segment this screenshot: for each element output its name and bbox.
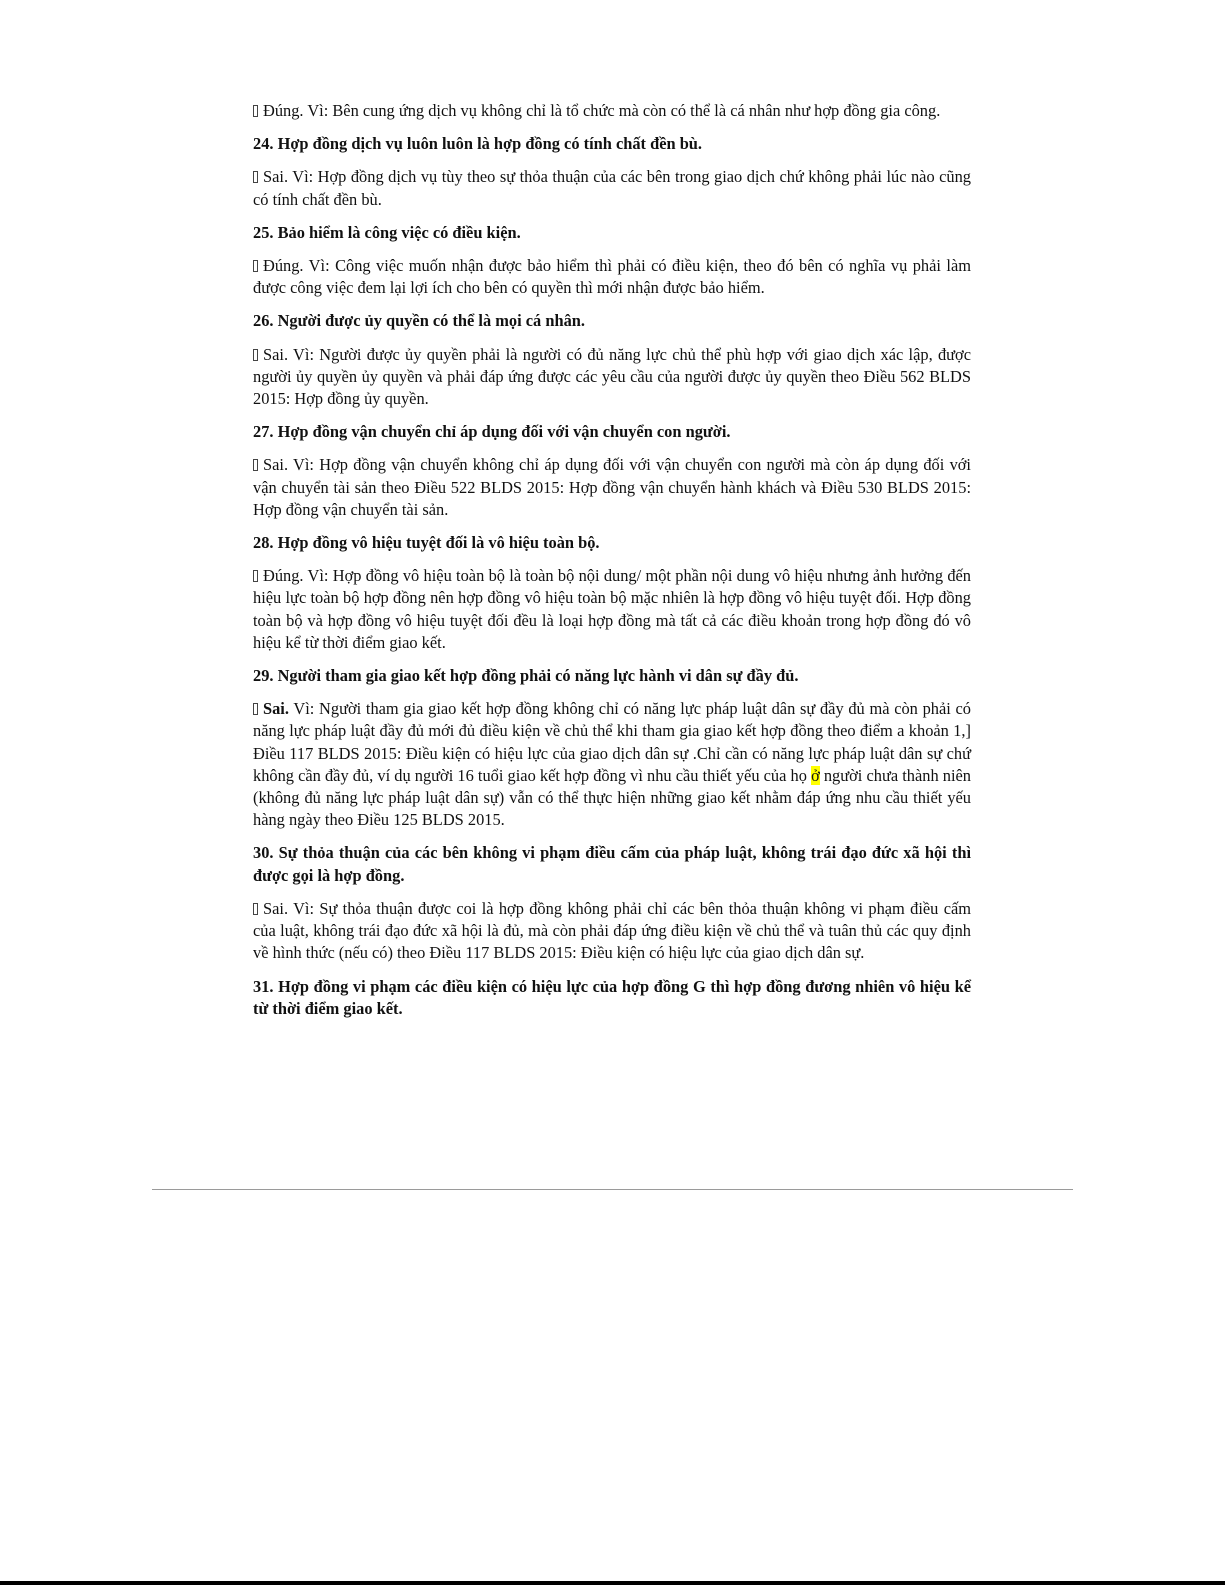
bullet-icon	[253, 570, 258, 582]
answer-26	[253, 344, 971, 411]
page-divider	[152, 1189, 1073, 1190]
highlighted-word: ở	[811, 765, 820, 785]
page-bottom-edge	[0, 1581, 1225, 1585]
answer-verdict: Sai.	[263, 699, 289, 719]
document-page	[253, 100, 971, 1031]
answer-verdict: Sai.	[263, 898, 289, 918]
question-29: 29. Người tham gia giao kết hợp đồng phải có năng lực hành vi dân sự đầy đủ.	[253, 666, 799, 686]
bullet-icon	[253, 903, 258, 915]
answer-text: Vì: Người tham gia giao kết hợp đồng không chỉ có năng lực pháp luật dân sự đầy đủ mà còn phải có năng lực pháp luật đầy đủ mới đủ điều kiện về chủ thể khi tham gia giao kết hợp đồng theo điểm a khoản 1,] Điều 117 BLDS 2015: Điều kiện có hiệu lực của giao dịch dân sự .Chỉ cần có năng lực pháp luật dân sự chứ không cần đầy đủ, ví dụ người 16 tuổi giao kết hợp đồng vì nhu cầu thiết yếu của họ	[253, 699, 971, 785]
answer-28	[253, 565, 971, 654]
answer-verdict: Sai.	[263, 455, 289, 475]
bullet-icon	[253, 171, 258, 183]
answer-29	[253, 698, 971, 831]
question-28: 28. Hợp đồng vô hiệu tuyệt đối là vô hiệu toàn bộ.	[253, 533, 600, 553]
answer-text: Vì: Người được ủy quyền phải là người có đủ năng lực chủ thể phù hợp với giao dịch xác lập, được người ủy quyền ủy quyền và phải đáp ứng được các yêu cầu của người được ủy quyền theo Điều 562 BLDS 2015: Hợp đồng ủy quyền.	[253, 344, 971, 409]
answer-verdict: Đúng.	[263, 101, 304, 120]
bullet-icon	[253, 349, 258, 361]
answer-text: Vì: Công việc muốn nhận được bảo hiểm thì phải có điều kiện, theo đó bên có nghĩa vụ phải làm được công việc đem lại lợi ích cho bên có quyền thì mới nhận được bảo hiểm.	[253, 256, 971, 298]
answer-text: Vì: Hợp đồng dịch vụ tùy theo sự thỏa thuận của các bên trong giao dịch chứ không phải lúc nào cũng có tính chất đền bù.	[253, 167, 971, 209]
answer-25	[253, 255, 971, 299]
question-25: 25. Bảo hiểm là công việc có điều kiện.	[253, 222, 521, 242]
question-26: 26. Người được ủy quyền có thể là mọi cá nhân.	[253, 311, 585, 331]
answer-23	[253, 100, 971, 122]
answer-text-continued: người chưa thành niên (không đủ năng lực pháp luật dân sự) vẫn có thể thực hiện những giao kết nhằm đáp ứng nhu cầu thiết yếu hàng ngày theo Điều 125 BLDS 2015.	[253, 765, 972, 830]
question-30: 30. Sự thỏa thuận của các bên không vi phạm điều cấm của pháp luật, không trái đạo đức xã hội thì được gọi là hợp đồng.	[253, 843, 971, 885]
answer-text: Vì: Sự thỏa thuận được coi là hợp đồng không phải chỉ các bên thỏa thuận không vi phạm điều cấm của luật, không trái đạo đức xã hội là đủ, mà còn phải đáp ứng điều kiện về chủ thể và tuân thủ các quy định về hình thức (nếu có) theo Điều 117 BLDS 2015: Điều kiện có hiệu lực của giao dịch dân sự.	[253, 898, 971, 963]
answer-30	[253, 898, 971, 965]
answer-verdict: Sai.	[263, 167, 289, 187]
question-31: 31. Hợp đồng vi phạm các điều kiện có hiệu lực của hợp đồng G thì hợp đồng đương nhiên vô hiệu kể từ thời điểm giao kết.	[253, 976, 971, 1018]
bullet-icon	[253, 703, 258, 715]
answer-text: Vì: Hợp đồng vô hiệu toàn bộ là toàn bộ nội dung/ một phần nội dung vô hiệu nhưng ảnh hưởng đến hiệu lực toàn bộ hợp đồng nên hợp đồng vô hiệu toàn bộ mặc nhiên là hợp đồng vô hiệu tuyệt đối. Hợp đồng toàn bộ và hợp đồng vô hiệu tuyệt đối đều là loại hợp đồng mà tất cả các điều khoản trong hợp đồng đó vô hiệu kể từ thời điểm giao kết.	[253, 566, 971, 652]
answer-verdict: Đúng.	[263, 256, 304, 276]
bullet-icon	[253, 260, 258, 272]
answer-verdict: Đúng.	[263, 566, 304, 586]
bullet-icon	[253, 459, 258, 471]
question-27: 27. Hợp đồng vận chuyển chỉ áp dụng đối với vận chuyển con người.	[253, 422, 731, 442]
answer-27	[253, 454, 971, 521]
bullet-icon	[253, 105, 258, 117]
answer-verdict: Sai.	[263, 344, 289, 364]
answer-text: Vì: Hợp đồng vận chuyển không chỉ áp dụng đối với vận chuyển con người mà còn áp dụng đối với vận chuyển tài sản theo Điều 522 BLDS 2015: Hợp đồng vận chuyển hành khách và Điều 530 BLDS 2015: Hợp đồng vận chuyển tài sản.	[253, 455, 971, 519]
question-24: 24. Hợp đồng dịch vụ luôn luôn là hợp đồng có tính chất đền bù.	[253, 134, 703, 154]
answer-text: Vì: Bên cung ứng dịch vụ không chỉ là tổ chức mà còn có thể là cá nhân như hợp đồng gia công.	[303, 101, 941, 120]
answer-24	[253, 166, 971, 210]
